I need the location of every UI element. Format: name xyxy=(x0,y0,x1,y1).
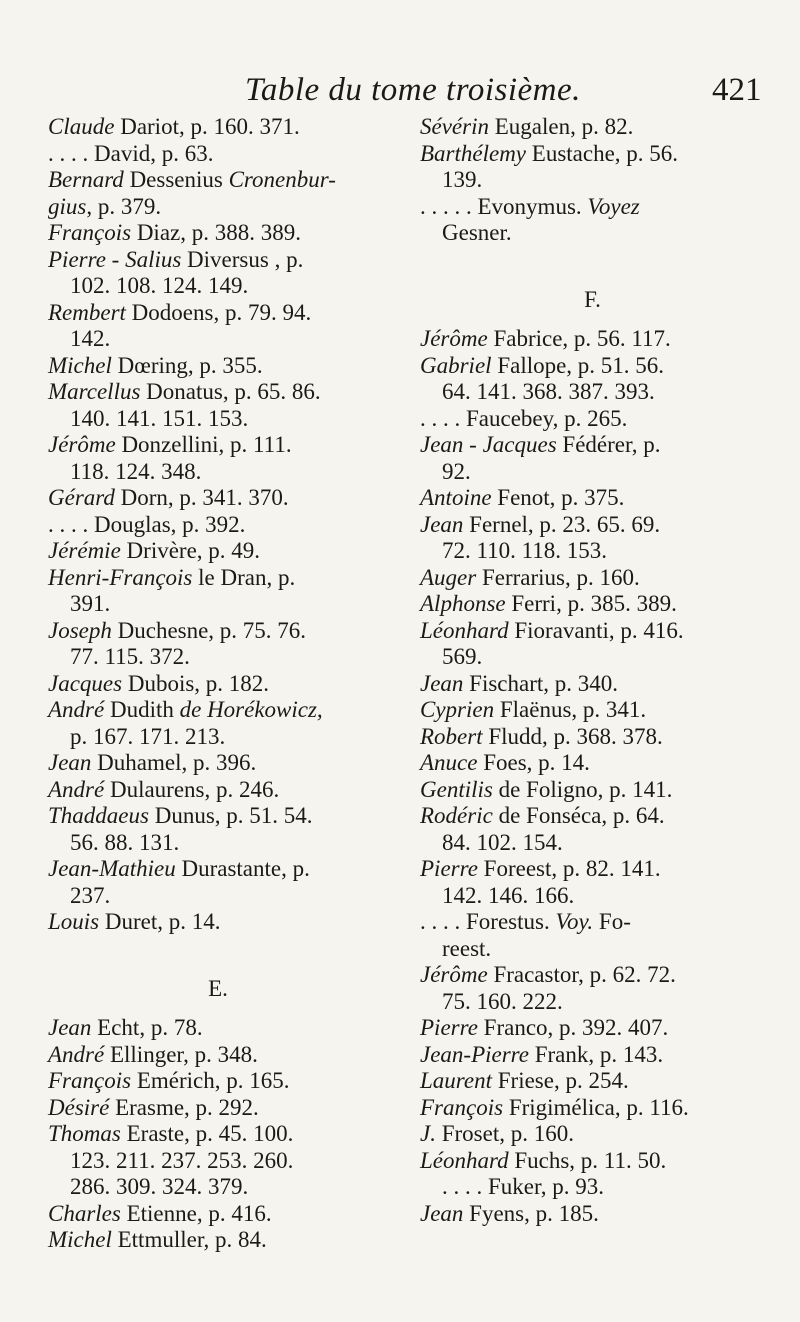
index-entry xyxy=(48,300,388,327)
index-entry xyxy=(48,724,388,751)
index-entry xyxy=(420,1095,765,1122)
index-entry xyxy=(48,273,388,300)
entry-text: 92. xyxy=(442,458,471,484)
index-entry xyxy=(48,1148,388,1175)
index-entry xyxy=(48,591,388,618)
index-entry xyxy=(420,1121,765,1148)
entry-text: p. 167. 171. 213. xyxy=(70,723,226,749)
index-entry xyxy=(420,565,765,592)
index-entry xyxy=(48,379,388,406)
index-entry xyxy=(420,644,765,671)
entry-text: Frigimélica, p. 116. xyxy=(503,1094,689,1120)
entry-text: Durastante, p. xyxy=(175,856,310,881)
entry-text: Eugalen, p. 82. xyxy=(488,114,634,139)
entry-name-italic: Barthélemy xyxy=(420,140,527,166)
entry-text: Gesner. xyxy=(442,220,512,245)
entry-name-italic: Jean xyxy=(48,1015,92,1040)
entry-text: Ellinger, p. 348. xyxy=(104,1041,258,1067)
index-entry xyxy=(420,220,765,247)
entry-name-italic: de Horékowicz, xyxy=(179,697,323,722)
index-entry xyxy=(48,141,388,168)
entry-name-italic: Désiré xyxy=(48,1094,110,1120)
entry-name-italic: Jacques xyxy=(48,670,123,696)
index-entry xyxy=(48,671,388,698)
entry-text: Dariot, p. 160. 371. xyxy=(114,114,300,139)
entry-name-italic: Cyprien xyxy=(420,697,495,722)
entry-text: Duchesne, p. 75. 76. xyxy=(111,617,307,643)
entry-text: Ferri, p. 385. 389. xyxy=(505,591,677,616)
index-entry xyxy=(420,326,765,353)
entry-text: Emérich, p. 165. xyxy=(131,1068,290,1093)
entry-name-italic: Anuce xyxy=(420,750,478,775)
entry-text: . . . . Douglas, p. 392. xyxy=(48,511,246,537)
entry-text: Eraste, p. 45. 100. xyxy=(120,1121,294,1146)
entry-text: Fabrice, p. 56. 117. xyxy=(487,326,671,351)
entry-text: Friese, p. 254. xyxy=(492,1068,629,1093)
index-entry xyxy=(420,856,765,883)
entry-text: . . . . David, p. 63. xyxy=(48,140,214,166)
entry-name-italic: Sévérin xyxy=(420,114,489,139)
index-entry xyxy=(420,1201,765,1228)
index-entry xyxy=(48,167,388,194)
entry-name-italic: Jean xyxy=(420,670,464,696)
index-entry xyxy=(48,1121,388,1148)
index-entry xyxy=(48,909,388,936)
entry-text: . . . . Fuker, p. 93. xyxy=(442,1174,604,1199)
entry-name-italic: Jean xyxy=(48,750,92,775)
entry-name-italic: Jérôme xyxy=(48,432,116,457)
index-entry xyxy=(48,565,388,592)
entry-name-italic: Auger xyxy=(420,564,477,590)
index-entry xyxy=(48,1042,388,1069)
index-entry xyxy=(420,697,765,724)
index-entry xyxy=(420,538,765,565)
entry-text: . . . . . Evonymus. xyxy=(420,193,588,219)
index-entry xyxy=(420,989,765,1016)
entry-text: Erasme, p. 292. xyxy=(109,1094,259,1120)
entry-text: Ettmuller, p. 84. xyxy=(111,1227,267,1252)
entry-name-italic: Laurent xyxy=(420,1068,492,1093)
index-entry xyxy=(48,220,388,247)
index-entry xyxy=(420,591,765,618)
entry-name-italic: Pierre xyxy=(420,1015,478,1040)
index-column-left xyxy=(48,114,388,1254)
index-entry xyxy=(48,247,388,274)
entry-text: Fioravanti, p. 416. xyxy=(508,617,684,643)
entry-name-italic: Rodéric xyxy=(420,803,493,828)
section-letter: E. xyxy=(208,976,228,1001)
entry-name-italic: Jérémie xyxy=(48,538,121,563)
index-entry xyxy=(420,459,765,486)
page-header xyxy=(0,72,800,116)
index-entry xyxy=(420,114,765,141)
entry-name-italic: Jean-Pierre xyxy=(420,1041,529,1067)
entry-text: Dudith xyxy=(104,697,180,722)
entry-name-italic: Jérôme xyxy=(420,962,488,987)
entry-name-italic: Charles xyxy=(48,1200,121,1226)
entry-text: . . . . Forestus. xyxy=(420,909,556,934)
entry-text: 286. 309. 324. 379. xyxy=(70,1174,249,1199)
entry-text: Dorn, p. 341. 370. xyxy=(114,485,289,510)
index-entry xyxy=(420,194,765,221)
index-entry xyxy=(48,1015,388,1042)
entry-text: Foreest, p. 82. 141. xyxy=(477,856,661,881)
entry-text: 64. 141. 368. 387. 393. xyxy=(442,379,655,404)
index-entry xyxy=(420,1015,765,1042)
entry-name-italic: Jean xyxy=(420,1200,464,1226)
entry-text: Frank, p. 143. xyxy=(528,1041,664,1067)
entry-text: de Foligno, p. 141. xyxy=(492,776,673,802)
index-entry xyxy=(420,1042,765,1069)
entry-name-italic: Pierre - Salius xyxy=(48,246,182,272)
entry-text: Dubois, p. 182. xyxy=(122,670,270,696)
index-entry xyxy=(420,379,765,406)
index-entry xyxy=(420,883,765,910)
entry-name-italic: J. xyxy=(420,1121,436,1146)
entry-text: de Fonséca, p. 64. xyxy=(492,803,665,828)
entry-text: Duhamel, p. 396. xyxy=(91,750,257,775)
entry-name-italic: François xyxy=(48,1068,132,1093)
entry-text: Fischart, p. 340. xyxy=(463,670,619,696)
entry-name-italic: Antoine xyxy=(420,485,492,510)
index-entry xyxy=(48,114,388,141)
entry-text: Fracastor, p. 62. 72. xyxy=(487,962,676,987)
entry-name-italic: Pierre xyxy=(420,856,478,881)
entry-name-italic: François xyxy=(48,220,132,245)
entry-name-italic: Claude xyxy=(48,114,115,139)
entry-name-italic: Gérard xyxy=(48,485,115,510)
index-entry xyxy=(420,671,765,698)
entry-text: Diaz, p. 388. 389. xyxy=(131,220,301,245)
entry-name-italic: Jean xyxy=(420,511,464,537)
entry-name-italic: François xyxy=(420,1094,504,1120)
index-entry xyxy=(48,512,388,539)
index-entry xyxy=(420,485,765,512)
index-entry xyxy=(48,1095,388,1122)
entry-name-italic: Joseph xyxy=(48,617,112,643)
section-gap xyxy=(420,247,765,274)
entry-text: Dœring, p. 355. xyxy=(111,352,263,378)
entry-text: Fo- xyxy=(593,909,631,934)
entry-text: Dessenius xyxy=(123,167,229,192)
entry-text: 84. 102. 154. xyxy=(442,829,563,855)
entry-text: Foes, p. 14. xyxy=(477,750,590,775)
index-column-right xyxy=(420,114,765,1227)
entry-name-italic: André xyxy=(48,1041,105,1067)
entry-text: Fernel, p. 23. 65. 69. xyxy=(463,511,661,537)
section-gap xyxy=(48,936,388,963)
entry-text: Dunus, p. 51. 54. xyxy=(148,803,313,828)
section-letter: F. xyxy=(584,287,601,312)
entry-text: Donatus, p. 65. 86. xyxy=(140,379,321,404)
index-entry xyxy=(48,1201,388,1228)
entry-text: Dulaurens, p. 246. xyxy=(104,776,280,802)
entry-text: Froset, p. 160. xyxy=(435,1121,574,1146)
entry-text: . . . . Faucebey, p. 265. xyxy=(420,405,628,431)
index-entry xyxy=(48,485,388,512)
entry-name-italic: Rembert xyxy=(48,299,126,325)
entry-text: Etienne, p. 416. xyxy=(120,1200,272,1226)
index-entry xyxy=(48,1174,388,1201)
entry-name-italic: Léonhard xyxy=(420,617,509,643)
entry-text: 142. xyxy=(70,326,111,351)
index-entry xyxy=(420,962,765,989)
entry-name-italic: Louis xyxy=(48,909,100,934)
index-entry xyxy=(48,830,388,857)
index-entry xyxy=(420,141,765,168)
index-entry xyxy=(48,644,388,671)
index-entry xyxy=(420,353,765,380)
entry-name-italic: gius xyxy=(48,193,87,219)
entry-name-italic: Gentilis xyxy=(420,776,493,802)
entry-text: Fédérer, p. xyxy=(556,432,661,457)
index-entry xyxy=(420,909,765,936)
index-entry xyxy=(48,538,388,565)
index-entry xyxy=(420,830,765,857)
index-entry xyxy=(48,883,388,910)
index-entry xyxy=(420,936,765,963)
index-entry xyxy=(420,1174,765,1201)
entry-text: 142. 146. 166. xyxy=(442,882,575,908)
index-entry xyxy=(48,406,388,433)
entry-text: 123. 211. 237. 253. 260. xyxy=(70,1147,294,1173)
entry-name-italic: Jean-Mathieu xyxy=(48,856,176,881)
index-entry xyxy=(48,1068,388,1095)
entry-text: , p. 379. xyxy=(86,193,162,219)
index-entry xyxy=(420,750,765,777)
index-entry xyxy=(48,856,388,883)
entry-name-italic: André xyxy=(48,776,105,802)
entry-text: Duret, p. 14. xyxy=(99,909,221,934)
index-entry xyxy=(48,750,388,777)
entry-text: 391. xyxy=(70,591,111,616)
index-entry xyxy=(420,432,765,459)
index-entry xyxy=(48,353,388,380)
entry-text: Echt, p. 78. xyxy=(91,1015,203,1040)
index-entry xyxy=(48,432,388,459)
entry-text: 569. xyxy=(442,644,483,669)
index-entry xyxy=(420,406,765,433)
entry-text: Franco, p. 392. 407. xyxy=(477,1015,669,1040)
entry-text: Donzellini, p. 111. xyxy=(115,432,292,457)
entry-name-italic: Marcellus xyxy=(48,379,141,404)
entry-text: Fenot, p. 375. xyxy=(491,485,625,510)
entry-name-italic: Voy. xyxy=(555,909,594,934)
entry-text: 102. 108. 124. 149. xyxy=(70,273,249,298)
index-entry xyxy=(420,167,765,194)
index-entry xyxy=(420,777,765,804)
running-title: Table du tome troisième. xyxy=(245,72,581,108)
entry-text: 56. 88. 131. xyxy=(70,829,180,855)
page-number: 421 xyxy=(712,72,762,108)
entry-text: Fuchs, p. 11. 50. xyxy=(508,1147,667,1173)
index-entry xyxy=(48,618,388,645)
entry-text: Fallope, p. 51. 56. xyxy=(491,352,665,378)
entry-text: 77. 115. 372. xyxy=(70,644,190,669)
entry-name-italic: Henri-François xyxy=(48,564,193,590)
index-entry xyxy=(48,326,388,353)
entry-text: 118. 124. 348. xyxy=(70,458,202,484)
index-entry xyxy=(48,803,388,830)
entry-name-italic: Gabriel xyxy=(420,352,492,378)
entry-name-italic: Léonhard xyxy=(420,1147,509,1173)
entry-text: 75. 160. 222. xyxy=(442,988,563,1014)
entry-name-italic: Thaddaeus xyxy=(48,803,149,828)
entry-text: le Dran, p. xyxy=(192,564,296,590)
index-entry xyxy=(420,512,765,539)
index-entry xyxy=(420,724,765,751)
entry-text: Drivère, p. 49. xyxy=(120,538,261,563)
index-entry xyxy=(48,1227,388,1254)
index-entry xyxy=(420,618,765,645)
index-entry xyxy=(420,1068,765,1095)
entry-name-italic: André xyxy=(48,697,105,722)
entry-name-italic: Jérôme xyxy=(420,326,488,351)
entry-name-italic: Alphonse xyxy=(420,591,506,616)
entry-text: Eustache, p. 56. xyxy=(526,140,679,166)
entry-name-italic: Bernard xyxy=(48,167,124,192)
entry-name-italic: Thomas xyxy=(48,1121,121,1146)
entry-name-italic: Michel xyxy=(48,1227,112,1252)
entry-text: Flaënus, p. 341. xyxy=(494,697,647,722)
entry-text: 140. 141. 151. 153. xyxy=(70,405,249,431)
index-entry xyxy=(48,697,388,724)
entry-text: Fyens, p. 185. xyxy=(463,1200,599,1226)
entry-text: 237. xyxy=(70,882,111,908)
entry-name-italic: Michel xyxy=(48,352,112,378)
entry-name-italic: Cronenbur- xyxy=(228,167,336,192)
index-entry xyxy=(48,777,388,804)
entry-text: Diversus , p. xyxy=(181,246,304,272)
entry-text: 139. xyxy=(442,167,483,192)
entry-name-italic: Robert xyxy=(420,723,483,749)
index-entry xyxy=(420,1148,765,1175)
entry-text: Fludd, p. 368. 378. xyxy=(482,723,663,749)
entry-text: reest. xyxy=(442,935,492,961)
entry-text: 72. 110. 118. 153. xyxy=(442,538,608,563)
entry-name-italic: Jean - Jacques xyxy=(420,432,557,457)
index-entry xyxy=(420,803,765,830)
entry-text: Dodoens, p. 79. 94. xyxy=(125,299,312,325)
entry-name-italic: Voyez xyxy=(587,193,640,219)
index-entry xyxy=(48,194,388,221)
entry-text: Ferrarius, p. 160. xyxy=(476,564,640,590)
index-entry xyxy=(48,459,388,486)
